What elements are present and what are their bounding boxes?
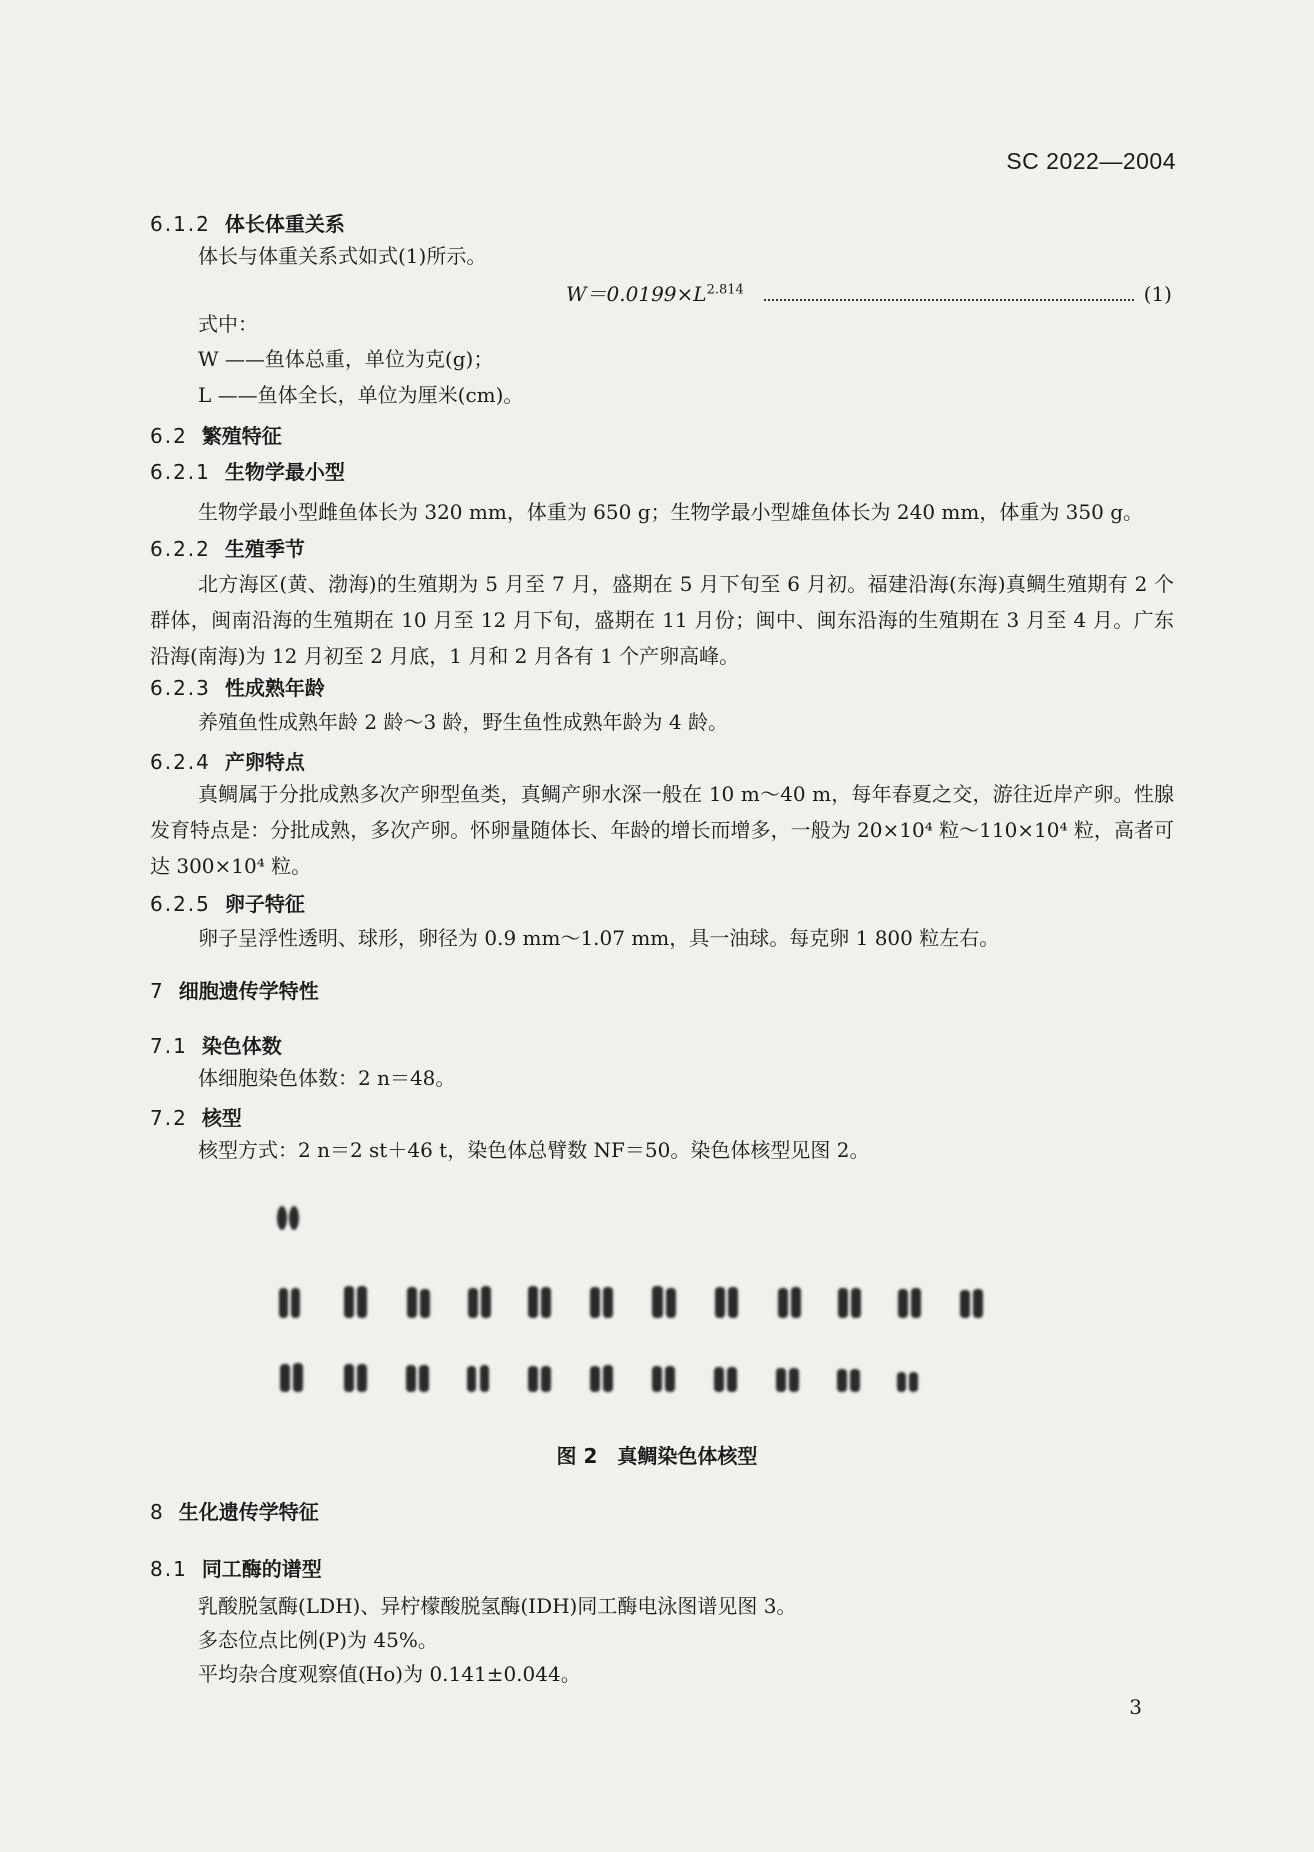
section-title: 生物学最小型 <box>224 460 345 484</box>
paragraph-6-2-3: 养殖鱼性成熟年龄 2 龄～3 龄，野生鱼性成熟年龄为 4 龄。 <box>198 710 728 734</box>
formula-expression <box>566 278 744 307</box>
section-number: 6.2.5 <box>150 892 211 916</box>
where-label: 式中： <box>198 312 258 336</box>
section-title: 核型 <box>201 1106 242 1130</box>
heading-6-2-3 <box>150 672 325 701</box>
chromosome-pair <box>652 1286 676 1318</box>
variable-w: W ——鱼体总重，单位为克(g)； <box>198 347 494 371</box>
paragraph-7-1: 体细胞染色体数：2 n＝48。 <box>198 1066 456 1090</box>
chromosome-pair <box>528 1286 551 1318</box>
heading-6-2-4 <box>150 746 305 775</box>
standard-number: SC 2022—2004 <box>1006 148 1176 174</box>
chromosome-pair <box>898 1288 921 1318</box>
paragraph-6-2-2: 北方海区(黄、渤海)的生殖期为 5 月至 7 月，盛期在 5 月下旬至 6 月初。福建沿海(东海)真鲷生殖期有 2 个群体，闽南沿海的生殖期在 10 月至 12 月下旬，盛期在 11 月份；闽中、闽东沿海的生殖期在 3 月至 4 月。广东沿海(南海)为 12 月初至 2 月底，1 月和 2 月各有 1 个产卵高峰。 <box>150 572 1174 668</box>
chromosome-pair <box>344 1286 367 1318</box>
section-number: 7 <box>150 979 165 1003</box>
section-title: 产卵特点 <box>224 750 305 774</box>
section-number: 6.2.4 <box>150 750 211 774</box>
section-title: 同工酶的谱型 <box>201 1557 322 1581</box>
section-title: 卵子特征 <box>224 892 305 916</box>
chromosome-pair <box>467 1365 489 1392</box>
paragraph-8-1-line3: 平均杂合度观察值(Ho)为 0.141±0.044。 <box>198 1662 581 1686</box>
chromosome-pair <box>776 1368 799 1392</box>
chromosome-pair <box>590 1287 613 1318</box>
heading-8-1 <box>150 1553 322 1582</box>
chromosome-pair <box>837 1369 860 1392</box>
paragraph-formula-intro: 体长与体重关系式如式(1)所示。 <box>198 244 487 268</box>
paragraph-6-2-1: 生物学最小型雌鱼体长为 320 mm，体重为 650 g；生物学最小型雄鱼体长为 240 mm，体重为 350 g。 <box>198 500 1144 524</box>
chromosome-pair <box>277 1206 299 1230</box>
section-number: 6.2 <box>150 424 188 448</box>
paragraph-7-2: 核型方式：2 n＝2 st＋46 t，染色体总臂数 NF＝50。染色体核型见图 2。 <box>198 1138 870 1162</box>
heading-6-2-1 <box>150 456 345 485</box>
chromosome-pair <box>960 1289 983 1318</box>
heading-7-2 <box>150 1102 242 1131</box>
paragraph-6-2-4: 真鲷属于分批成熟多次产卵型鱼类，真鲷产卵水深一般在 10 m～40 m，每年春夏之交，游往近岸产卵。性腺发育特点是：分批成熟，多次产卵。怀卵量随体长、年龄的增长而增多，一般为 20×10⁴ 粒～110×10⁴ 粒，高者可达 300×10⁴ 粒。 <box>150 782 1174 878</box>
heading-6-2-5 <box>150 888 305 917</box>
heading-7 <box>150 975 319 1004</box>
paragraph-8-1-line2: 多态位点比例(P)为 45%。 <box>198 1628 438 1652</box>
section-number: 8.1 <box>150 1557 188 1581</box>
section-title: 体长体重关系 <box>224 212 345 236</box>
formula-base: W＝0.0199×L <box>566 282 707 306</box>
karyotype-figure <box>270 1188 1070 1418</box>
chromosome-pair <box>652 1366 675 1392</box>
chromosome-pair <box>468 1286 491 1318</box>
chromosome-pair <box>280 1363 303 1392</box>
section-title: 性成熟年龄 <box>224 676 325 700</box>
figure-2-caption: 图 2 真鲷染色体核型 <box>556 1444 758 1468</box>
chromosome-pair <box>279 1288 300 1318</box>
heading-6-1-2 <box>150 208 345 237</box>
chromosome-pair <box>838 1288 861 1318</box>
chromosome-pair <box>407 1287 430 1318</box>
section-title: 生化遗传学特征 <box>178 1500 319 1524</box>
chromosome-pair <box>406 1365 429 1392</box>
section-number: 6.2.1 <box>150 460 211 484</box>
section-title: 细胞遗传学特性 <box>178 979 319 1003</box>
section-number: 6.2.2 <box>150 537 211 561</box>
section-title: 生殖季节 <box>224 537 305 561</box>
leader-dots <box>764 299 1134 301</box>
heading-8 <box>150 1496 319 1525</box>
chromosome-pair <box>344 1364 367 1392</box>
formula-1 <box>566 278 1172 307</box>
paragraph-6-2-5: 卵子呈浮性透明、球形，卵径为 0.9 mm～1.07 mm，具一油球。每克卵 1 800 粒左右。 <box>198 926 1000 950</box>
heading-7-1 <box>150 1030 282 1059</box>
chromosome-pair <box>778 1287 801 1318</box>
section-title: 繁殖特征 <box>201 424 282 448</box>
chromosome-pair <box>897 1372 918 1392</box>
paragraph-8-1-line1: 乳酸脱氢酶(LDH)、异柠檬酸脱氢酶(IDH)同工酶电泳图谱见图 3。 <box>198 1594 797 1618</box>
section-number: 8 <box>150 1500 165 1524</box>
chromosome-pair <box>715 1287 738 1318</box>
chromosome-pair <box>528 1366 551 1392</box>
page-number: 3 <box>1129 1695 1142 1719</box>
section-title: 染色体数 <box>201 1034 282 1058</box>
heading-6-2-2 <box>150 533 305 562</box>
section-number: 7.2 <box>150 1106 188 1130</box>
section-number: 6.2.3 <box>150 676 211 700</box>
chromosome-pair <box>714 1367 737 1392</box>
formula-exponent: 2.814 <box>706 282 744 298</box>
section-number: 6.1.2 <box>150 212 211 236</box>
equation-number: (1) <box>1143 282 1172 306</box>
chromosome-pair <box>590 1365 613 1392</box>
variable-l: L ——鱼体全长，单位为厘米(cm)。 <box>198 383 524 407</box>
section-number: 7.1 <box>150 1034 188 1058</box>
heading-6-2 <box>150 420 282 449</box>
